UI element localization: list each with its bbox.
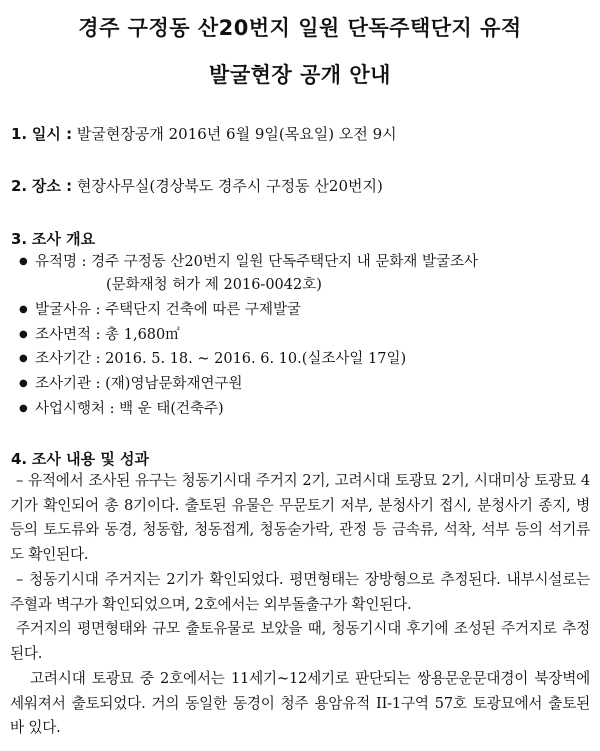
bullet-icon: ● <box>19 329 28 340</box>
section-date <box>11 123 397 144</box>
overview-item-text: 조사기간 : 2016. 5. 18. ~ 2016. 6. 10.(실조사일 17일) <box>35 351 407 367</box>
overview-item <box>19 347 406 368</box>
bullet-icon: ● <box>19 353 28 364</box>
bullet-icon: ● <box>19 256 28 267</box>
section-label: 장소 : <box>31 177 73 195</box>
section-number: 3. <box>11 230 28 248</box>
bullet-icon: ● <box>19 378 28 389</box>
title-line-1: 경주 구정동 산20번지 일원 단독주택단지 유적 <box>78 16 522 40</box>
section-number: 4. <box>11 450 28 468</box>
section-overview-heading <box>11 228 95 249</box>
overview-item-text: 사업시행처 : 백 운 태(건축주) <box>35 401 224 417</box>
section-label: 일시 : <box>31 125 73 143</box>
overview-item <box>19 323 180 344</box>
overview-item-text: 발굴사유 : 주택단지 건축에 따른 구제발굴 <box>35 302 302 318</box>
results-paragraph: 고려시대 토광묘 중 2호에서는 11세기~12세기로 판단되는 쌍용문운문대경이 북장벽에 세워져서 출토되었다. 거의 동일한 동경이 청주 용암유적 II-1구역 57호 토광묘에서 출토된 바 있다. <box>10 670 590 737</box>
section-value: 발굴현장공개 2016년 6월 9일(목요일) 오전 9시 <box>76 125 397 143</box>
bullet-icon: ● <box>19 403 28 414</box>
overview-item-text: 조사기관 : (재)영남문화재연구원 <box>35 376 243 392</box>
section-label: 조사 내용 및 성과 <box>31 450 150 468</box>
overview-item <box>19 397 224 418</box>
overview-item-text: 유적명 : 경주 구정동 산20번지 일원 단독주택단지 내 문화재 발굴조사 <box>35 254 479 270</box>
section-number: 1. <box>11 125 28 143</box>
results-paragraph: – 청동기시대 주거지는 2기가 확인되었다. 평면형태는 장방형으로 추정된다. 내부시설로는 주혈과 벽구가 확인되었으며, 2호에서는 외부돌출구가 확인된다. <box>10 571 590 613</box>
title-line-2: 발굴현장 공개 안내 <box>209 63 391 87</box>
results-paragraph: 주거지의 평면형태와 규모 출토유물로 보았을 때, 청동기시대 후기에 조성된 주거지로 추정된다. <box>10 620 590 662</box>
overview-item-continuation: (문화재청 허가 제 2016-0042호) <box>106 277 322 293</box>
overview-item <box>19 298 301 319</box>
section-results-heading <box>11 448 149 469</box>
section-label: 조사 개요 <box>31 230 96 248</box>
overview-item <box>19 250 478 271</box>
section-value: 현장사무실(경상북도 경주시 구정동 산20번지) <box>76 177 383 195</box>
results-paragraph: – 유적에서 조사된 유구는 청동기시대 주거지 2기, 고려시대 토광묘 2기, 시대미상 토광묘 4기가 확인되어 총 8기이다. 출토된 유물은 무문토기 저부, 분청사기 접시, 분청사기 종지, 병 등의 토도류와 동경, 청동합, 청동접게, 청동숟가락, 관정 등 금속류, 석착, 석부 등의 석기류도 확인된다. <box>10 472 590 563</box>
overview-item <box>19 372 243 393</box>
section-place <box>11 175 383 196</box>
section-number: 2. <box>11 177 28 195</box>
bullet-icon: ● <box>19 304 28 315</box>
overview-item-text: 조사면적 : 총 1,680㎡ <box>35 327 180 343</box>
